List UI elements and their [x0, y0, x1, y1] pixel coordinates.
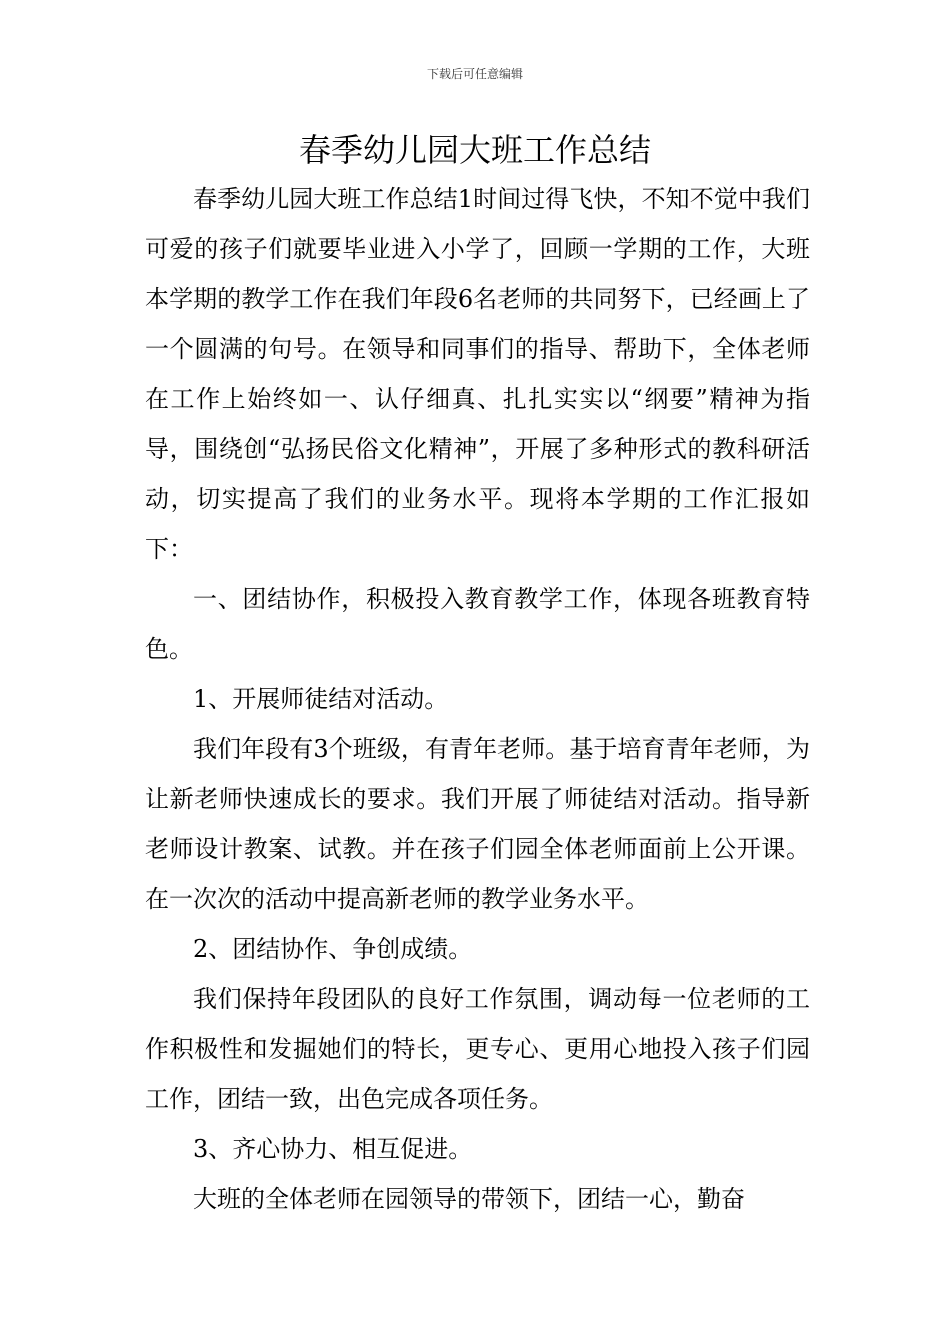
- document-body: [145, 174, 810, 1224]
- subheading-2: 2、团结协作、争创成绩。: [193, 935, 473, 963]
- header-note: 下载后可任意编辑: [426, 67, 523, 81]
- paragraph-intro: 春季幼儿园大班工作总结1时间过得飞快，不知不觉中我们可爱的孩子们就要毕业进入小学了，回顾一学期的工作，大班本学期的教学工作在我们年段6名老师的共同努下，已经画上了一个圆满的句号。在领导和同事们的指导、帮助下，全体老师在工作上始终如一、认仔细真、扎扎实实以“纲要”精神为指导，围绕创“弘扬民俗文化精神”，开展了多种形式的教科研活动，切实提高了我们的业务水平。现将本学期的工作汇报如下：: [145, 185, 810, 563]
- section-heading-1: 一、团结协作，积极投入教育教学工作，体现各班教育特色。: [145, 585, 810, 663]
- subheading-1: 1、开展师徒结对活动。: [193, 685, 449, 713]
- document-title: 春季幼儿园大班工作总结: [298, 131, 651, 169]
- subheading-3: 3、齐心协力、相互促进。: [193, 1135, 473, 1163]
- paragraph-mentoring: 我们年段有3个班级，有青年老师。基于培育青年老师，为让新老师快速成长的要求。我们开展了师徒结对活动。指导新老师设计教案、试教。并在孩子们园全体老师面前上公开课。在一次次的活动中提高新老师的教学业务水平。: [145, 735, 810, 913]
- paragraph-teamwork: 我们保持年段团队的良好工作氛围，调动每一位老师的工作积极性和发掘她们的特长，更专心、更用心地投入孩子们园工作，团结一致，出色完成各项任务。: [145, 985, 810, 1113]
- paragraph-cooperation: 大班的全体老师在园领导的带领下，团结一心，勤奋: [193, 1185, 745, 1213]
